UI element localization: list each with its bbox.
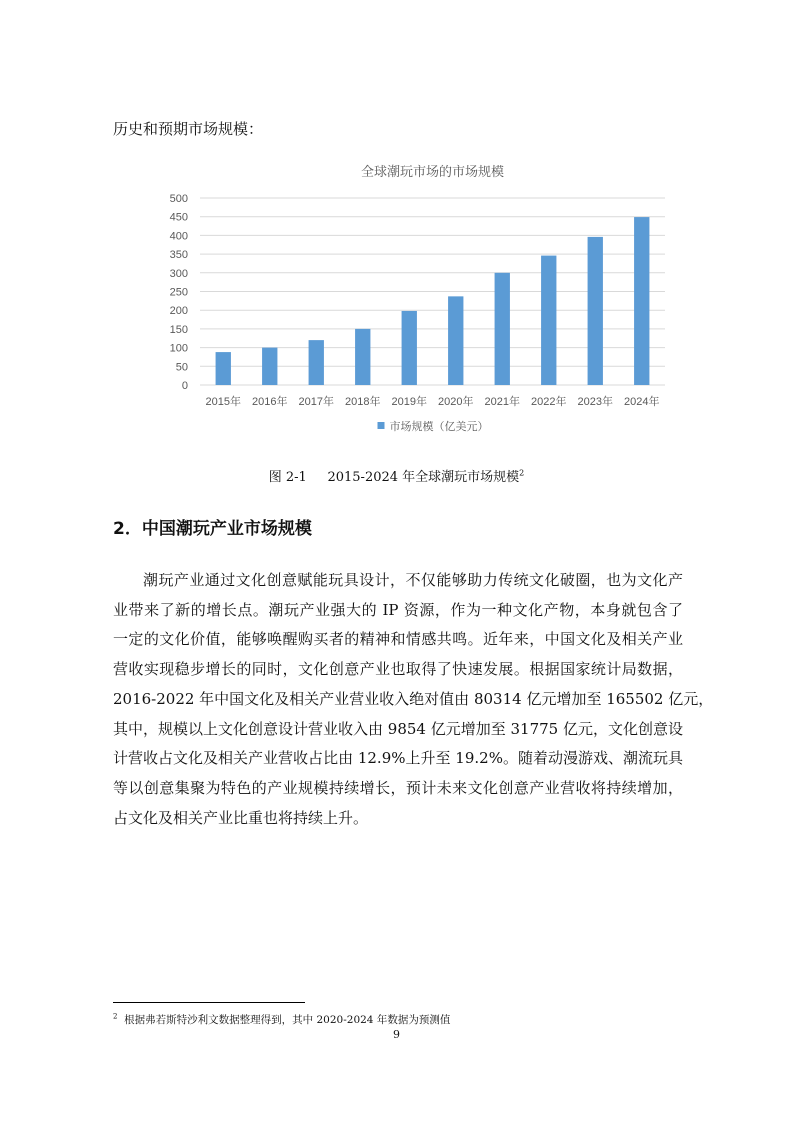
bar xyxy=(448,296,463,385)
body-paragraph xyxy=(113,566,714,833)
x-tick-label: 2018年 xyxy=(345,396,381,408)
y-tick-label: 300 xyxy=(169,267,188,280)
paragraph-line: 业带来了新的增长点。潮玩产业强大的 IP 资源，作为一种文化产物，本身就包含了 xyxy=(113,600,683,619)
figure-caption xyxy=(0,466,793,485)
x-tick-label: 2015年 xyxy=(205,396,241,408)
x-tick-label: 2017年 xyxy=(298,396,334,408)
page-number: 9 xyxy=(393,1028,400,1041)
paragraph-line: 其中，规模以上文化创意设计营业收入由 9854 亿元增加至 31775 亿元，文化创意设 xyxy=(113,719,683,738)
chart-svg xyxy=(160,152,670,452)
paragraph-line: 等以创意集聚为特色的产业规模持续增长，预计未来文化创意产业营收将持续增加， xyxy=(113,778,683,797)
y-tick-label: 200 xyxy=(169,305,188,318)
bar xyxy=(495,273,510,385)
x-tick-label: 2021年 xyxy=(484,396,520,408)
x-tick-label: 2019年 xyxy=(391,396,427,408)
bar xyxy=(588,237,603,385)
paragraph-line: 2016-2022 年中国文化及相关产业营业收入绝对值由 80314 亿元增加至 165502 亿元， xyxy=(113,689,714,708)
paragraph-line: 计营收占文化及相关产业营收占比由 12.9%上升至 19.2%。随着动漫游戏、潮流玩具 xyxy=(113,749,683,768)
paragraph-line: 营收实现稳步增长的同时，文化创意产业也取得了快速发展。根据国家统计局数据， xyxy=(113,660,683,679)
paragraph-line: 潮玩产业通过文化创意赋能玩具设计，不仅能够助力传统文化破圈，也为文化产 xyxy=(143,571,683,589)
footnote-divider xyxy=(113,1002,305,1003)
x-tick-label: 2022年 xyxy=(531,396,567,408)
bar xyxy=(402,311,417,385)
paragraph-line: 占文化及相关产业比重也将持续上升。 xyxy=(113,808,369,827)
paragraph-line: 一定的文化价值，能够唤醒购买者的精神和情感共鸣。近年来，中国文化及相关产业 xyxy=(113,630,683,649)
x-tick-label: 2016年 xyxy=(252,396,288,408)
y-tick-label: 150 xyxy=(169,323,188,336)
x-tick-label: 2020年 xyxy=(438,396,474,408)
market-size-chart xyxy=(160,152,670,452)
x-tick-label: 2023年 xyxy=(577,396,613,408)
y-tick-label: 400 xyxy=(169,230,188,243)
y-tick-label: 500 xyxy=(169,193,188,205)
bar xyxy=(216,352,231,385)
legend-label: 市场规模（亿美元） xyxy=(389,421,489,433)
figure-title: 2015-2024 年全球潮玩市场规模 xyxy=(327,470,520,485)
footnote-number: 2 xyxy=(113,1012,118,1021)
intro-text: 历史和预期市场规模： xyxy=(113,120,264,138)
x-tick-label: 2024年 xyxy=(624,396,660,408)
y-tick-label: 250 xyxy=(169,286,188,299)
y-tick-label: 0 xyxy=(181,380,188,392)
figure-label: 图 2-1 xyxy=(268,470,307,485)
footnote-ref: 2 xyxy=(519,468,525,478)
bar xyxy=(634,217,649,385)
y-tick-label: 350 xyxy=(169,249,188,262)
bar xyxy=(309,340,324,385)
chart-title: 全球潮玩市场的市场规模 xyxy=(360,164,505,179)
footnote-text: 根据弗若斯特沙利文数据整理得到，其中 2020-2024 年数据为预测值 xyxy=(124,1014,451,1026)
section-heading: 2．中国潮玩产业市场规模 xyxy=(113,519,312,539)
bar xyxy=(355,329,370,385)
y-tick-label: 450 xyxy=(169,211,188,224)
bar xyxy=(541,256,556,385)
legend-swatch xyxy=(378,422,385,429)
bar xyxy=(262,348,277,385)
y-tick-label: 100 xyxy=(169,342,188,355)
y-tick-label: 50 xyxy=(175,361,188,374)
footnote xyxy=(113,1012,450,1027)
